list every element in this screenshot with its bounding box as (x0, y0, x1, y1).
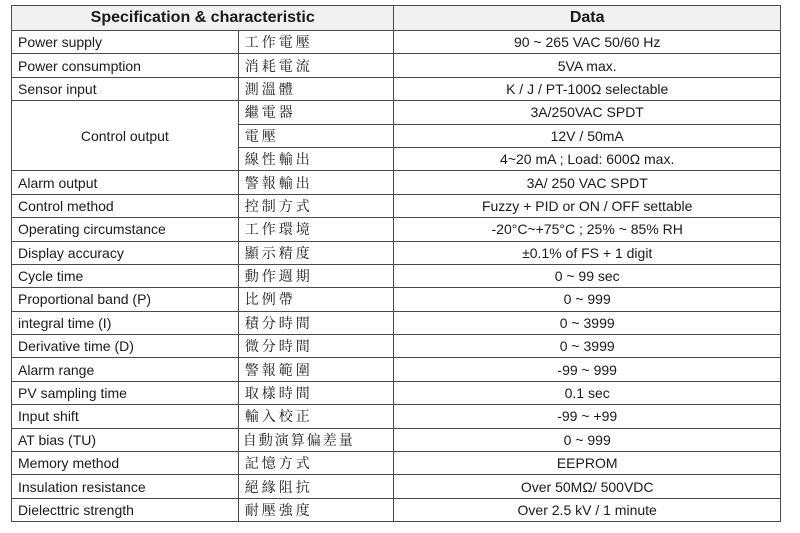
row-value: Over 50MΩ/ 500VDC (394, 475, 781, 498)
row-label: Memory method (12, 452, 239, 475)
row-value: -99 ~ +99 (394, 405, 781, 428)
row-label: Insulation resistance (12, 475, 239, 498)
row-value: EEPROM (394, 452, 781, 475)
table-row (12, 218, 781, 241)
row-label-cn: 比例帶 (238, 288, 394, 311)
row-label-cn: 警報範圍 (238, 358, 394, 381)
row-value: 3A/250VAC SPDT (394, 101, 781, 124)
row-label-cn: 警報輸出 (238, 171, 394, 194)
table-row (12, 171, 781, 194)
row-label-cn: 積分時間 (238, 311, 394, 334)
row-value: K / J / PT-100Ω selectable (394, 77, 781, 100)
row-value: 12V / 50mA (394, 124, 781, 147)
row-label: Derivative time (D) (12, 335, 239, 358)
table-row (12, 498, 781, 521)
row-label: Input shift (12, 405, 239, 428)
row-value: ±0.1% of FS + 1 digit (394, 241, 781, 264)
row-label: PV sampling time (12, 381, 239, 404)
row-label: Power consumption (12, 54, 239, 77)
table-row (12, 241, 781, 264)
row-label-cn: 記憶方式 (238, 452, 394, 475)
header-row (12, 6, 781, 31)
row-label: Power supply (12, 31, 239, 54)
table-row (12, 428, 781, 451)
row-label: AT bias (TU) (12, 428, 239, 451)
row-label-cn: 線性輸出 (238, 147, 394, 170)
table-row (12, 452, 781, 475)
table-row (12, 311, 781, 334)
row-value: Fuzzy + PID or ON / OFF settable (394, 194, 781, 217)
row-label: Cycle time (12, 264, 239, 287)
row-value: 90 ~ 265 VAC 50/60 Hz (394, 31, 781, 54)
row-label-cn: 控制方式 (238, 194, 394, 217)
row-label-cn: 電壓 (238, 124, 394, 147)
row-value: 5VA max. (394, 54, 781, 77)
row-value: 0 ~ 3999 (394, 311, 781, 334)
row-value: Over 2.5 kV / 1 minute (394, 498, 781, 521)
row-value: -20°C~+75°C ; 25% ~ 85% RH (394, 218, 781, 241)
data-header: Data (394, 6, 781, 31)
row-label-cn: 耐壓強度 (238, 498, 394, 521)
row-label-cn: 輸入校正 (238, 405, 394, 428)
row-value: 0 ~ 3999 (394, 335, 781, 358)
row-label-cn: 自動演算偏差量 (238, 428, 394, 451)
row-value: 4~20 mA ; Load: 600Ω max. (394, 147, 781, 170)
row-value: 0 ~ 99 sec (394, 264, 781, 287)
row-label-cn: 工作環境 (238, 218, 394, 241)
row-label: Control method (12, 194, 239, 217)
spec-header: Specification & characteristic (12, 6, 394, 31)
table-row (12, 264, 781, 287)
table-row (12, 405, 781, 428)
table-row (12, 381, 781, 404)
row-label: Operating circumstance (12, 218, 239, 241)
table-row (12, 475, 781, 498)
row-label: Alarm output (12, 171, 239, 194)
table-row (12, 194, 781, 217)
row-value: 0 ~ 999 (394, 288, 781, 311)
row-label: Sensor input (12, 77, 239, 100)
row-value: -99 ~ 999 (394, 358, 781, 381)
row-label-cn: 取樣時間 (238, 381, 394, 404)
row-label-cn: 工作電壓 (238, 31, 394, 54)
row-label: Dielecttric strength (12, 498, 239, 521)
row-label-cn: 繼電器 (238, 101, 394, 124)
row-value: 0.1 sec (394, 381, 781, 404)
row-value: 3A/ 250 VAC SPDT (394, 171, 781, 194)
table-row (12, 288, 781, 311)
row-label-cn: 動作週期 (238, 264, 394, 287)
table-row (12, 77, 781, 100)
row-label: Proportional band (P) (12, 288, 239, 311)
row-label: integral time (I) (12, 311, 239, 334)
row-label-cn: 測溫體 (238, 77, 394, 100)
table-row (12, 54, 781, 77)
table-row (12, 358, 781, 381)
row-label: Alarm range (12, 358, 239, 381)
row-label-cn: 微分時間 (238, 335, 394, 358)
row-label-cn: 消耗電流 (238, 54, 394, 77)
row-value: 0 ~ 999 (394, 428, 781, 451)
control-output-label: Control output (12, 101, 239, 171)
table-row (12, 101, 781, 124)
row-label-cn: 顯示精度 (238, 241, 394, 264)
row-label-cn: 絕緣阻抗 (238, 475, 394, 498)
table-row (12, 335, 781, 358)
table-row (12, 31, 781, 54)
row-label: Display accuracy (12, 241, 239, 264)
spec-table (11, 5, 781, 522)
